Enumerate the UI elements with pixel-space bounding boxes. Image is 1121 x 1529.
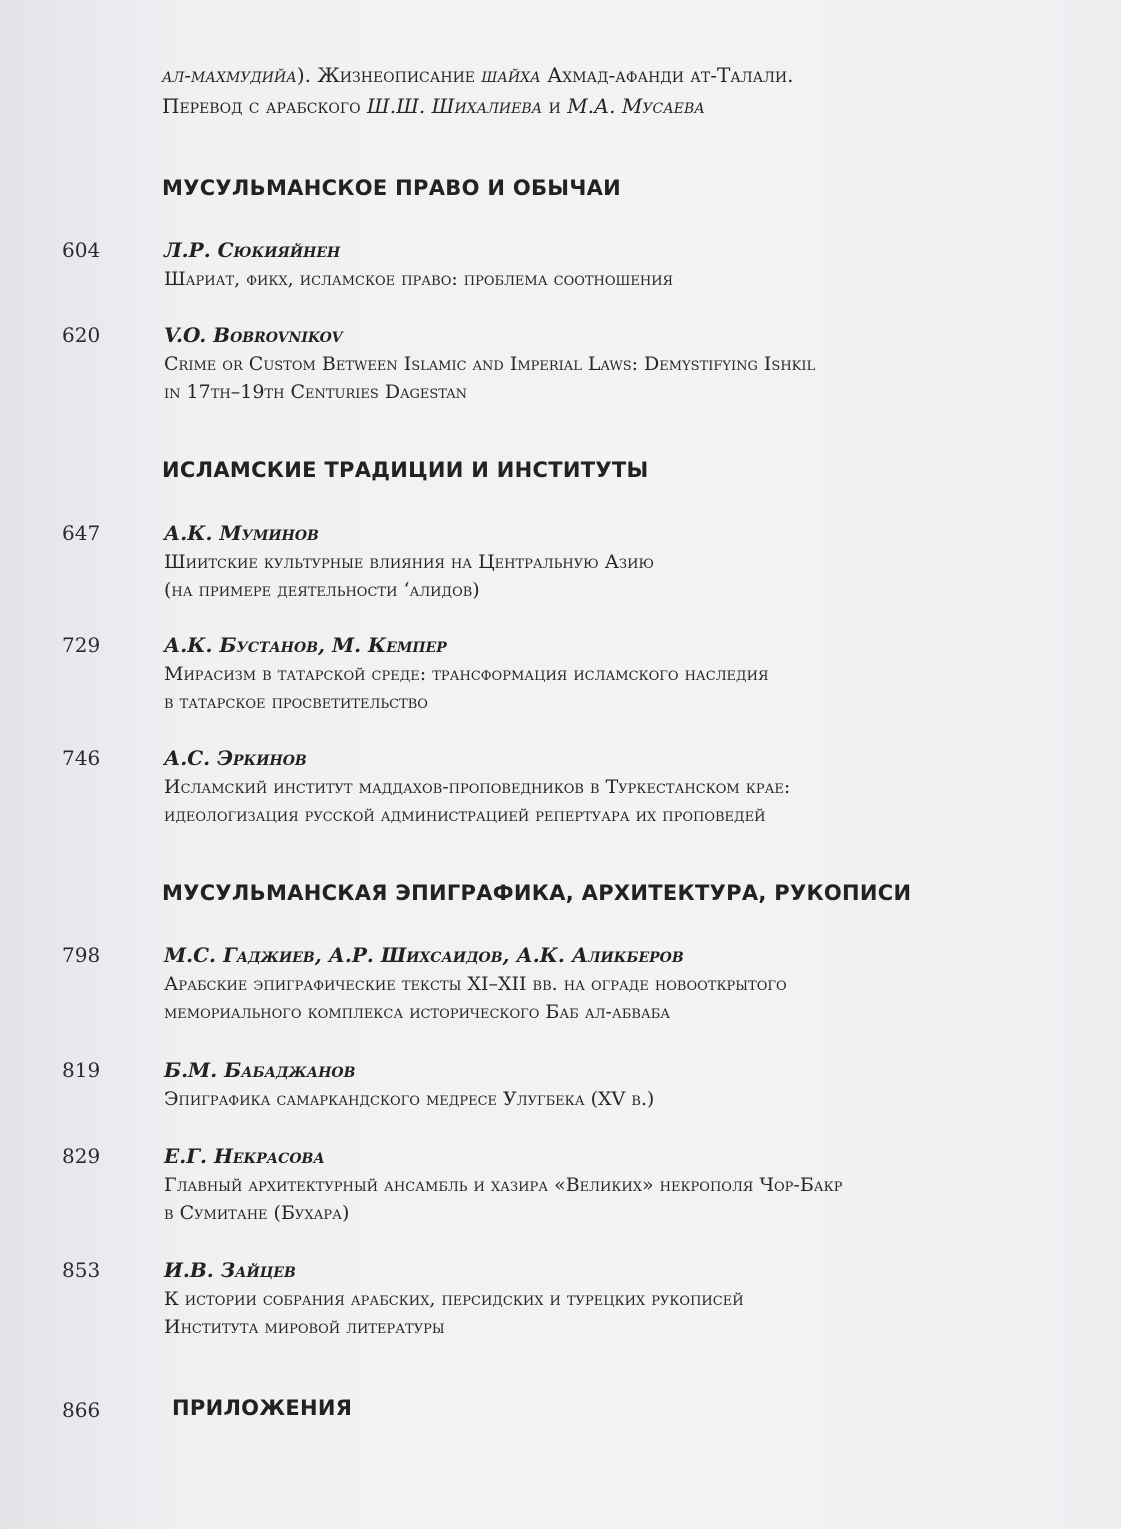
entry-title: Шариат, фикх, исламское право: проблема соотношения: [164, 268, 674, 290]
section-heading: ИСЛАМСКИЕ ТРАДИЦИИ И ИНСТИТУТЫ: [162, 458, 649, 482]
continued-line-2: Перевод с арабского Ш.Ш. Шихалиева и М.А. Мусаева: [162, 94, 705, 118]
section-heading: МУСУЛЬМАНСКОЕ ПРАВО И ОБЫЧАИ: [162, 176, 622, 200]
page-number: 647: [62, 521, 101, 545]
page-number: 604: [62, 238, 101, 262]
section-heading: ПРИЛОЖЕНИЯ: [172, 1396, 353, 1420]
entry-author: Л.Р. Сюкияйнен: [164, 238, 341, 262]
continued-entry-title: [162, 60, 793, 122]
entry-author: Б.М. Бабаджанов: [164, 1058, 356, 1082]
entry-title: Crime or Custom Between Islamic and Imperial Laws: Demystifying Ishkil in 17th–19th Centuries Dagestan: [164, 353, 816, 403]
entry-author: А.К. Муминов: [164, 521, 319, 545]
entry-title: Главный архитектурный ансамбль и хазира «Великих» некрополя Чор-Бакр в Сумитане (Бухара): [164, 1174, 843, 1224]
page-number: 746: [62, 746, 101, 770]
continued-line-1: ал-махмудийа). Жизнеописание шайха Ахмад-афанди ат-Талали.: [162, 63, 794, 87]
page-number: 829: [62, 1144, 101, 1168]
page-number: 866: [62, 1398, 101, 1422]
entry-title: Эпиграфика самаркандского медресе Улугбека (XV в.): [164, 1088, 655, 1110]
entry-title: Исламский институт маддахов-проповедников в Туркестанском крае: идеологизация русской администрацией репертуара их проповедей: [164, 776, 791, 826]
entry-author: V.O. Bobrovnikov: [164, 323, 343, 347]
entry-author: А.К. Бустанов, М. Кемпер: [164, 633, 447, 657]
page-number: 798: [62, 943, 101, 967]
entry-author: А.С. Эркинов: [164, 746, 307, 770]
entry-author: Е.Г. Некрасова: [164, 1144, 325, 1168]
section-heading: МУСУЛЬМАНСКАЯ ЭПИГРАФИКА, АРХИТЕКТУРА, РУКОПИСИ: [162, 881, 912, 905]
page-number: 729: [62, 633, 101, 657]
entry-author: И.В. Зайцев: [164, 1258, 296, 1282]
entry-title: Шиитские культурные влияния на Центральную Азию (на примере деятельности ʻалидов): [164, 551, 654, 601]
entry-author: М.С. Гаджиев, А.Р. Шихсаидов, А.К. Аликберов: [164, 943, 684, 967]
entry-title: Мирасизм в татарской среде: трансформация исламского наследия в татарское просветительство: [164, 663, 769, 713]
entry-title: К истории собрания арабских, персидских и турецких рукописей Института мировой литературы: [164, 1288, 744, 1338]
entry-title: Арабские эпиграфические тексты XI–XII вв. на ограде новооткрытого мемориального комплекса исторического Баб ал-абваба: [164, 973, 787, 1023]
page-number: 819: [62, 1058, 101, 1082]
page-number: 620: [62, 323, 101, 347]
page-number: 853: [62, 1258, 101, 1282]
